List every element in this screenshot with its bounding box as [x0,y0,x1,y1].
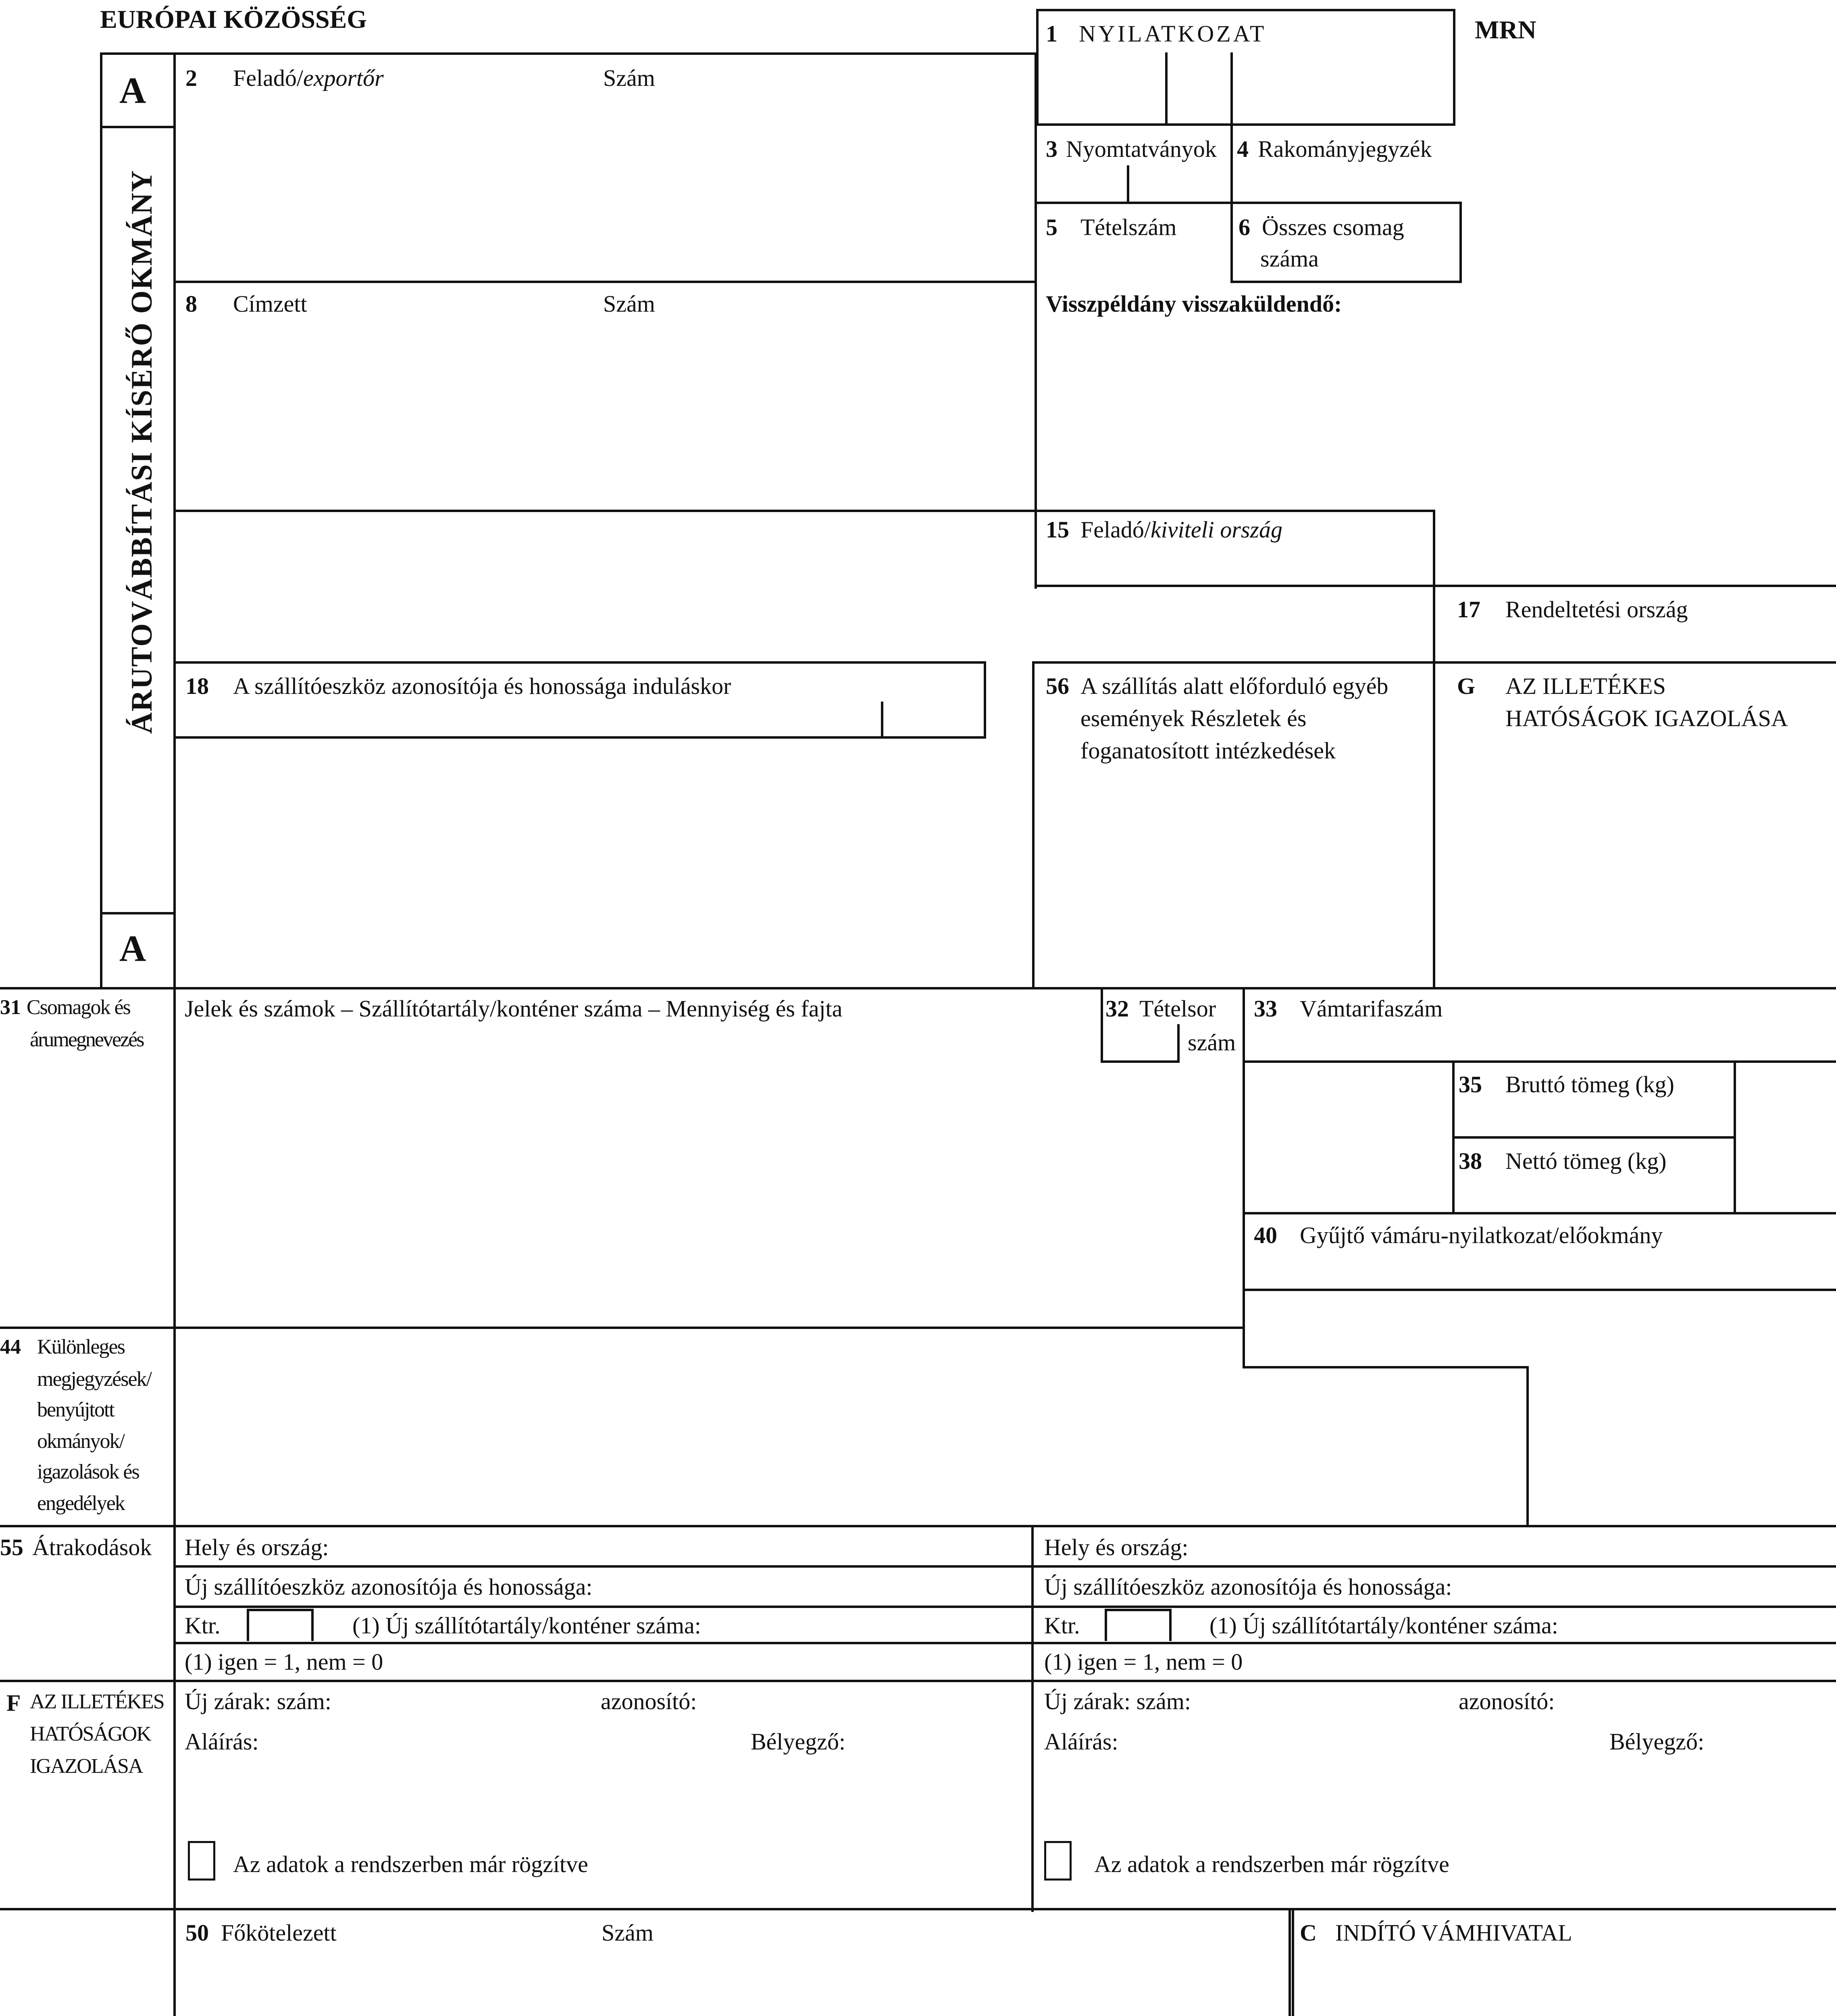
box55-left-vehicle: Új szállítóeszköz azonosítója és honossága: [185,1574,593,1600]
box6-label-line2: száma [1260,246,1319,272]
box2-number: 2 [185,65,197,91]
box31-number: 31 [0,996,21,1019]
box44-line1: Különleges [37,1335,125,1358]
rule [1433,510,1435,989]
rule [1243,987,1245,1368]
rule [0,1680,1836,1682]
mrn-label: MRN [1475,15,1536,44]
boxF-right-stamp: Bélyegző: [1609,1729,1705,1755]
rule [100,126,176,128]
box18-number: 18 [185,673,209,699]
rule [1177,1024,1180,1063]
box32-line1: Tételsor [1139,996,1216,1022]
box6-number: 6 [1239,214,1250,240]
box55-right-container: (1) Új szállítótartály/konténer száma: [1209,1612,1558,1639]
box55-left-yesno: (1) igen = 1, nem = 0 [185,1649,383,1675]
box40-label: Gyűjtő vámáru-nyilatkozat/előokmány [1300,1222,1663,1248]
boxC-label: INDÍTÓ VÁMHIVATAL [1335,1920,1572,1946]
box33-number: 33 [1254,996,1277,1022]
box55-label: Átrakodások [32,1534,152,1560]
box55-left-ktr: Ktr. [185,1612,221,1639]
boxF-left-sign: Aláírás: [185,1729,259,1755]
rule [1243,1060,1836,1063]
boxF-left-recorded-label: Az adatok a rendszerben már rögzítve [233,1851,588,1877]
rule [1292,1908,1294,2016]
box55-number: 55 [0,1534,23,1560]
rule [1036,9,1455,11]
boxF-line3: IGAZOLÁSA [30,1755,143,1778]
box6-label-line1: Összes csomag [1262,214,1404,240]
boxC-letter: C [1300,1920,1317,1946]
rule [1289,1908,1291,2016]
box44-line5: igazolások és [37,1460,139,1483]
boxG-line2: HATÓSÁGOK IGAZOLÁSA [1505,705,1788,731]
boxF-right-seals: Új zárak: szám: [1044,1688,1191,1714]
boxF-letter: F [6,1690,21,1716]
box33-label: Vámtarifaszám [1300,996,1443,1022]
box31-content-label: Jelek és számok – Szállítótartály/konténer száma – Mennyiség és fajta [185,996,843,1022]
box55-right-vehicle: Új szállítóeszköz azonosítója és honossága: [1044,1574,1452,1600]
box56-line2: események Részletek és [1080,705,1307,731]
rule [1105,1609,1172,1611]
rule [173,1642,1836,1644]
rule [1459,202,1462,282]
box5-number: 5 [1046,214,1057,240]
rule [1032,661,1035,989]
rule [1035,585,1836,587]
rule [0,1327,1245,1329]
box15-label-italic: kiviteli ország [1150,516,1282,543]
boxG-letter: G [1457,673,1476,699]
box44-line3: benyújtott [37,1398,114,1421]
rule [100,52,102,988]
box44-line6: engedélyek [37,1492,125,1515]
rule [173,510,1435,512]
box38-label: Nettó tömeg (kg) [1505,1148,1667,1174]
box2-number-label: Szám [603,65,655,91]
box3-number: 3 [1046,136,1057,162]
rule [1101,1060,1180,1063]
box4-label: Rakományjegyzék [1258,136,1432,162]
rule [1035,52,1037,589]
box44-line2: megjegyzések/ [37,1368,151,1391]
box55-left-place: Hely és ország: [185,1534,329,1560]
box35-label: Bruttó tömeg (kg) [1505,1071,1674,1098]
box31-line2: árumegnevezés [30,1028,144,1051]
rule [1105,1609,1107,1641]
box56-line3: foganatosított intézkedések [1080,737,1336,764]
box15-label [1080,516,1282,544]
box32-number: 32 [1105,996,1129,1022]
box31-line1: Csomagok és [27,996,130,1019]
box18-label: A szállítóeszköz azonosítója és honossága induláskor [233,673,731,699]
side-letter-bottom: A [119,928,146,969]
box1-number: 1 [1046,21,1057,47]
box2-label [233,65,384,92]
box56-line1: A szállítás alatt előforduló egyéb [1080,673,1388,699]
rule [1127,165,1129,202]
rule [173,736,986,739]
boxF-line1: AZ ILLETÉKES [30,1690,164,1713]
rule [173,1565,1836,1568]
box8-number: 8 [185,291,197,317]
boxG-line1: AZ ILLETÉKES [1505,673,1666,699]
rule [1243,1212,1836,1214]
box1-label: NYILATKOZAT [1079,21,1267,47]
box35-number: 35 [1459,1071,1482,1098]
box55-right-ktr: Ktr. [1044,1612,1080,1639]
boxF-left-seals: Új zárak: szám: [185,1688,331,1714]
rule [1101,987,1103,1063]
rule [1243,1366,1529,1368]
box5-label: Tételszám [1080,214,1177,240]
box44-number: 44 [0,1335,21,1358]
box15-label-text: Feladó/ [1080,516,1151,543]
rule [100,912,176,914]
rule [0,1525,1836,1527]
rule [1169,1609,1172,1641]
rule [1230,52,1233,125]
box32-line2: szám [1188,1029,1236,1056]
side-document-title: ÁRUTOVÁBBÍTÁSI KÍSÉRŐ OKMÁNY [125,169,158,734]
box17-label: Rendeltetési ország [1505,596,1688,623]
boxF-left-id: azonosító: [601,1688,697,1714]
return-copy-label: Visszpéldány visszaküldendő: [1046,291,1342,317]
rule [1243,1289,1836,1291]
box8-label: Címzett [233,291,307,317]
box2-label-italic: exportőr [303,65,384,91]
community-title: EURÓPAI KÖZÖSSÉG [100,5,367,33]
side-letter-top: A [119,70,146,111]
rule [247,1609,249,1641]
boxF-right-recorded-checkbox[interactable] [1044,1841,1072,1881]
rule [1230,123,1233,283]
boxF-right-id: azonosító: [1459,1688,1555,1714]
boxF-right-recorded-label: Az adatok a rendszerben már rögzítve [1094,1851,1449,1877]
box55-left-container: (1) Új szállítótartály/konténer száma: [352,1612,701,1639]
rule [0,987,1836,989]
rule [0,1908,1836,1910]
rule [311,1609,314,1641]
box15-number: 15 [1046,516,1069,543]
boxF-left-stamp: Bélyegző: [751,1729,846,1755]
rule [1230,281,1462,283]
box50-number: 50 [185,1920,209,1946]
rule [881,702,883,738]
box8-number-label: Szám [603,291,655,317]
box38-number: 38 [1459,1148,1482,1174]
box55-right-yesno: (1) igen = 1, nem = 0 [1044,1649,1243,1675]
rule [1031,1525,1034,1912]
rule [173,281,1036,283]
rule [1165,52,1168,125]
rule [1036,123,1455,126]
rule [173,1606,1836,1608]
box50-number-label: Szám [602,1920,654,1946]
boxF-left-recorded-checkbox[interactable] [188,1841,215,1881]
rule [173,661,986,664]
rule [100,52,1039,55]
boxF-line2: HATÓSÁGOK [30,1722,151,1745]
box40-number: 40 [1254,1222,1277,1248]
rule [984,661,986,739]
box44-line4: okmányok/ [37,1430,124,1453]
rule [247,1609,314,1611]
rule [1452,1136,1736,1139]
box4-number: 4 [1237,136,1249,162]
box2-label-text: Feladó/ [233,65,303,91]
rule [173,987,176,2016]
box56-number: 56 [1046,673,1069,699]
box55-right-place: Hely és ország: [1044,1534,1189,1560]
rule [173,52,176,988]
rule [1453,9,1455,126]
rule [1036,202,1459,204]
box50-label: Főkötelezett [221,1920,337,1946]
rule [1526,1366,1529,1527]
box17-number: 17 [1457,596,1480,623]
box3-label: Nyomtatványok [1066,136,1217,162]
rule [1032,661,1836,664]
boxF-right-sign: Aláírás: [1044,1729,1118,1755]
